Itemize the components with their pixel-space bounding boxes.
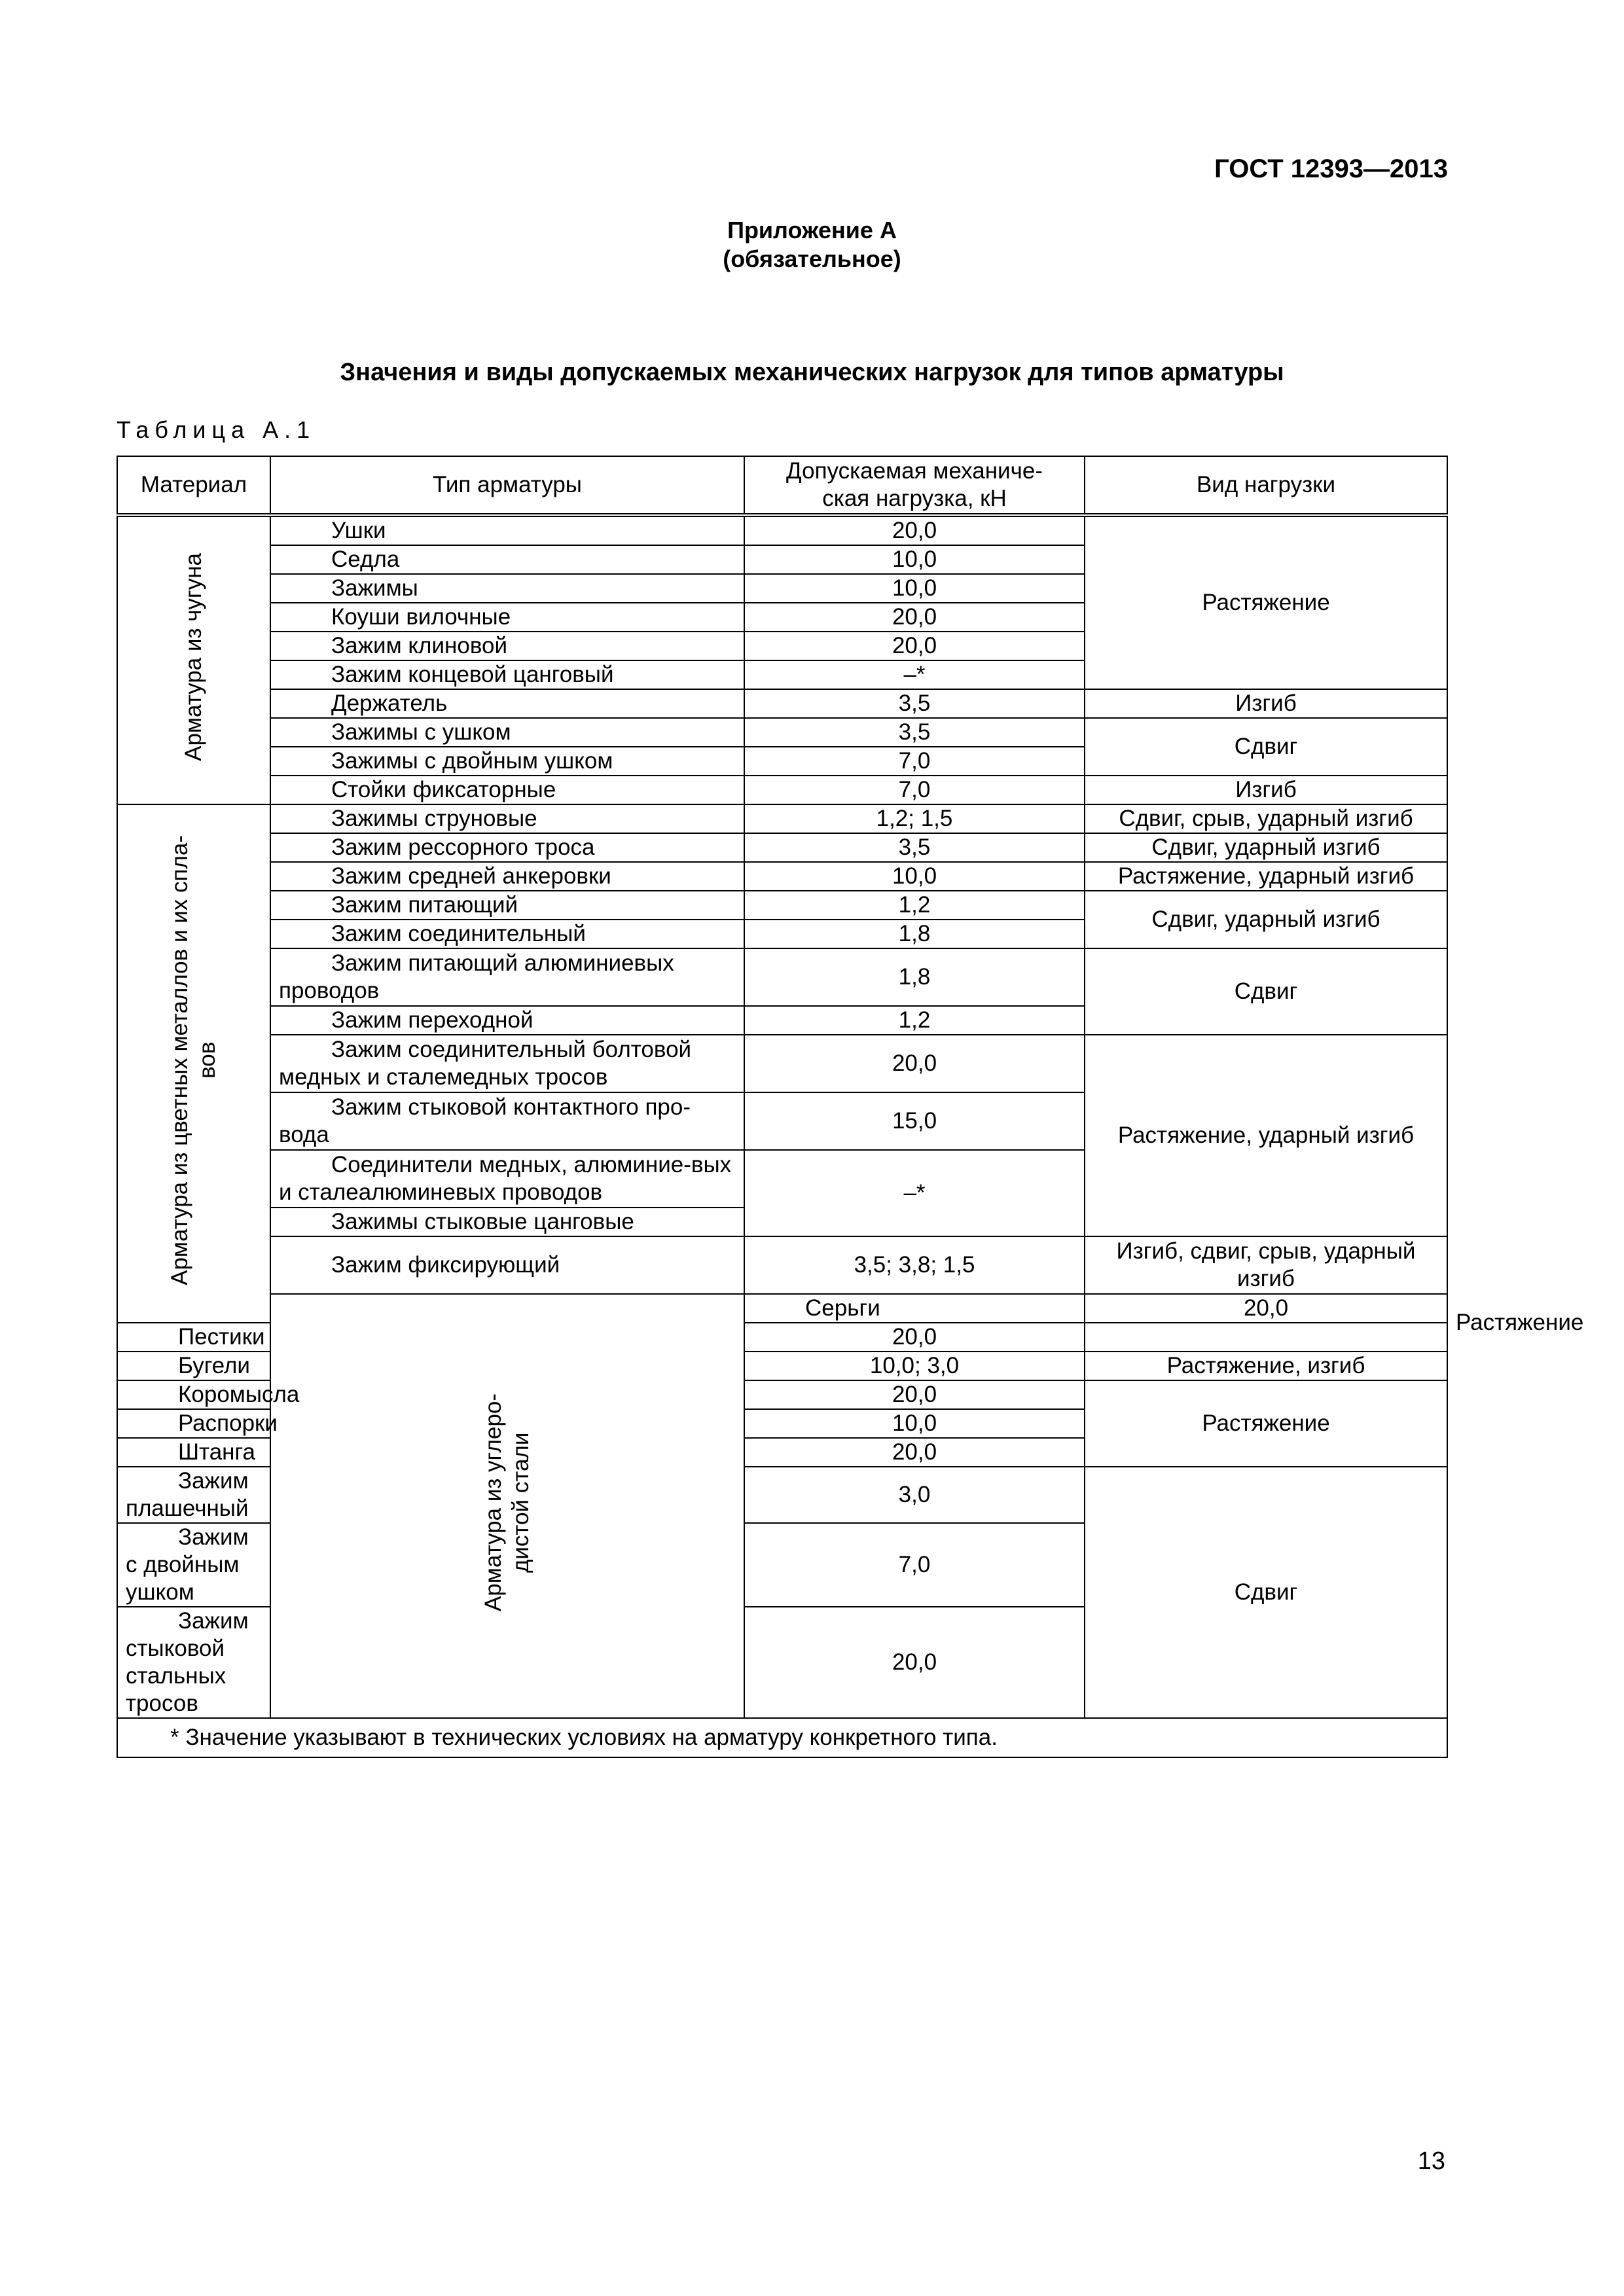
column-header-load-kind: Вид нагрузки <box>1085 456 1447 515</box>
type-cell: Серьги <box>744 1294 1085 1323</box>
type-cell: Зажимы <box>270 574 744 603</box>
type-cell: Зажим переходной <box>270 1006 744 1035</box>
table-row <box>117 776 1447 804</box>
value-cell: 20,0 <box>744 1438 1085 1467</box>
value-cell: –* <box>744 660 1085 689</box>
column-header-load-value: Допускаемая механиче- ская нагрузка, кН <box>744 456 1085 515</box>
value-cell: 7,0 <box>744 1523 1085 1607</box>
table-row <box>117 862 1447 891</box>
value-cell: 3,5 <box>744 689 1085 718</box>
type-cell: Зажимы струновые <box>270 804 744 833</box>
value-cell: 1,8 <box>744 920 1085 948</box>
type-cell: Зажим плашечный <box>117 1467 270 1523</box>
type-cell: Зажим стыковой контактного про-вода <box>270 1092 744 1150</box>
type-cell: Держатель <box>270 689 744 718</box>
table-row <box>117 804 1447 833</box>
type-cell: Зажим клиновой <box>270 632 744 660</box>
column-header-type: Тип арматуры <box>270 456 744 515</box>
value-cell: 20,0 <box>744 1607 1085 1718</box>
type-cell: Стойки фиксаторные <box>270 776 744 804</box>
value-cell: 10,0; 3,0 <box>744 1352 1085 1380</box>
load-kind-cell: Растяжение <box>1085 1380 1447 1467</box>
page-number: 13 <box>1417 2147 1445 2175</box>
type-cell: Зажим соединительный болтовой медных и сталемедных тросов <box>270 1035 744 1092</box>
type-cell: Коуши вилочные <box>270 603 744 632</box>
value-cell: 20,0 <box>744 1380 1085 1409</box>
value-cell: 7,0 <box>744 776 1085 804</box>
type-cell: Зажим с двойным ушком <box>117 1523 270 1607</box>
load-kind-cell: Сдвиг, ударный изгиб <box>1085 833 1447 862</box>
material-cell-carbon-steel <box>270 1294 744 1718</box>
value-cell: 1,8 <box>744 948 1085 1006</box>
footnote-row <box>117 1718 1447 1757</box>
load-table-container <box>117 456 1584 1758</box>
type-cell: Штанга <box>117 1438 270 1467</box>
material-label: Арматура из цветных металлов и их спла- вов <box>167 835 220 1285</box>
value-cell: 10,0 <box>744 545 1085 574</box>
type-cell: Распорки <box>117 1409 270 1438</box>
value-cell: 1,2 <box>744 1006 1085 1035</box>
document-number: ГОСТ 12393—2013 <box>1214 154 1448 183</box>
table-row <box>117 718 1447 747</box>
value-cell: 3,5; 3,8; 1,5 <box>744 1236 1085 1294</box>
appendix-heading <box>0 216 1624 274</box>
load-kind-cell: Изгиб, сдвиг, срыв, ударный изгиб <box>1085 1236 1447 1294</box>
value-cell: 20,0 <box>744 603 1085 632</box>
material-label: Арматура из углеро- дистой стали <box>480 1393 533 1612</box>
load-kind-cell: Сдвиг, срыв, ударный изгиб <box>1085 804 1447 833</box>
value-cell: 20,0 <box>744 1035 1085 1092</box>
type-cell: Ушки <box>270 515 744 545</box>
load-kind-cell: Сдвиг, ударный изгиб <box>1085 891 1447 948</box>
appendix-status: (обязательное) <box>723 245 901 272</box>
type-cell: Коромысла <box>117 1380 270 1409</box>
value-cell: 15,0 <box>744 1092 1085 1150</box>
load-table <box>117 456 1584 1758</box>
load-kind-cell: Изгиб <box>1085 776 1447 804</box>
type-cell: Зажим стыковой стальных тросов <box>117 1607 270 1718</box>
value-cell: 1,2 <box>744 891 1085 920</box>
type-cell: Зажим рессорного троса <box>270 833 744 862</box>
table-row <box>117 689 1447 718</box>
load-kind-cell: Сдвиг <box>1085 1467 1447 1718</box>
value-cell: 3,5 <box>744 833 1085 862</box>
value-cell: 10,0 <box>744 574 1085 603</box>
table-row <box>117 891 1447 920</box>
value-cell: –* <box>744 1150 1085 1236</box>
type-cell: Зажим фиксирующий <box>270 1236 744 1294</box>
type-cell: Зажимы с двойным ушком <box>270 747 744 776</box>
type-cell: Зажимы с ушком <box>270 718 744 747</box>
material-label: Арматура из чугуна <box>181 553 206 761</box>
material-cell-cast-iron <box>117 515 270 804</box>
value-cell: 20,0 <box>744 632 1085 660</box>
type-cell: Пестики <box>117 1323 270 1352</box>
load-kind-cell: Изгиб <box>1085 689 1447 718</box>
type-cell: Седла <box>270 545 744 574</box>
value-cell: 20,0 <box>744 1323 1085 1352</box>
table-row <box>117 948 1447 1006</box>
load-kind-cell: Сдвиг <box>1085 718 1447 776</box>
value-cell: 3,0 <box>744 1467 1085 1523</box>
table-row: Арматура из углеро- дистой стали Серьги 20,0 Растяжение <box>117 1294 1447 1323</box>
table-row <box>117 833 1447 862</box>
value-cell: 20,0 <box>744 515 1085 545</box>
type-cell: Зажим питающий <box>270 891 744 920</box>
type-cell: Бугели <box>117 1352 270 1380</box>
type-cell: Зажим питающий алюминиевых проводов <box>270 948 744 1006</box>
type-cell: Зажимы стыковые цанговые <box>270 1208 744 1236</box>
table-header-row <box>117 456 1447 515</box>
value-cell: 1,2; 1,5 <box>744 804 1085 833</box>
material-cell-non-ferrous <box>117 804 270 1323</box>
value-cell: 3,5 <box>744 718 1085 747</box>
type-cell: Соединители медных, алюминие-вых и сталеалюминевых проводов <box>270 1150 744 1208</box>
load-kind-cell: Сдвиг <box>1085 948 1447 1035</box>
load-kind-cell: Растяжение, ударный изгиб <box>1085 862 1447 891</box>
load-kind-cell: Растяжение <box>1085 515 1447 689</box>
load-kind-cell: Растяжение, изгиб <box>1085 1352 1447 1380</box>
table-row <box>117 1236 1447 1294</box>
load-kind-cell: Растяжение, ударный изгиб <box>1085 1035 1447 1236</box>
table-caption: Таблица А.1 <box>117 416 316 443</box>
table-row <box>117 1035 1447 1092</box>
type-cell: Зажим соединительный <box>270 920 744 948</box>
table-row <box>117 515 1447 545</box>
table-heading: Значения и виды допускаемых механических нагрузок для типов арматуры <box>340 359 1284 386</box>
value-cell: 10,0 <box>744 1409 1085 1438</box>
type-cell: Зажим средней анкеровки <box>270 862 744 891</box>
value-cell: 10,0 <box>744 862 1085 891</box>
column-header-material: Материал <box>117 456 270 515</box>
value-cell: 20,0 <box>1085 1294 1447 1323</box>
appendix-title: Приложение А <box>727 217 897 243</box>
type-cell: Зажим концевой цанговый <box>270 660 744 689</box>
value-cell: 7,0 <box>744 747 1085 776</box>
table-footnote: * Значение указывают в технических условиях на арматуру конкретного типа. <box>117 1718 1447 1757</box>
